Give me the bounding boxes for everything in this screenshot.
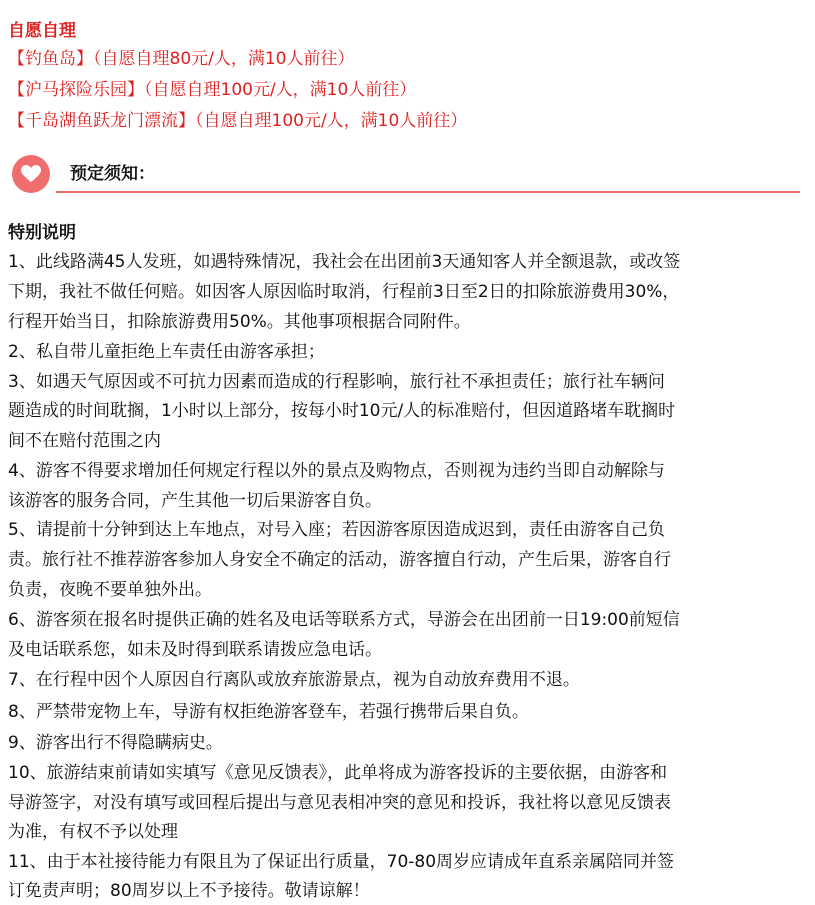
optional-item-adventure-park: 【沪马探险乐园】（自愿自理100元/人，满10人前往） bbox=[8, 80, 417, 100]
note-line: 下期，我社不做任何赔。如因客人原因临时取消，行程前3日至2日的扣除旅游费用30%， bbox=[8, 282, 680, 302]
booking-notice-title: 预定须知： bbox=[70, 164, 155, 184]
note-line: 3、如遇天气原因或不可抗力因素而造成的行程影响，旅行社不承担责任；旅行社车辆问 bbox=[8, 372, 665, 392]
special-notes-title: 特别说明 bbox=[8, 223, 76, 243]
note-line: 1、此线路满45人发班，如遇特殊情况，我社会在出团前3天通知客人并全额退款，或改签 bbox=[8, 252, 681, 272]
note-line: 行程开始当日，扣除旅游费用50%。其他事项根据合同附件。 bbox=[8, 312, 471, 332]
note-line: 8、严禁带宠物上车，导游有权拒绝游客登车，若强行携带后果自负。 bbox=[8, 702, 529, 722]
note-line: 该游客的服务合同，产生其他一切后果游客自负。 bbox=[8, 491, 382, 511]
notice-divider bbox=[56, 191, 800, 193]
note-line: 7、在行程中因个人原因自行离队或放弃旅游景点，视为自动放弃费用不退。 bbox=[8, 670, 580, 690]
optional-title: 自愿自理 bbox=[8, 21, 76, 41]
note-line: 2、私自带儿童拒绝上车责任由游客承担； bbox=[8, 342, 325, 362]
note-line: 5、请提前十分钟到达上车地点，对号入座；若因游客原因造成迟到，责任由游客自己负 bbox=[8, 520, 665, 540]
note-line: 9、游客出行不得隐瞒病史。 bbox=[8, 733, 223, 753]
note-line: 4、游客不得要求增加任何规定行程以外的景点及购物点，否则视为违约当即自动解除与 bbox=[8, 461, 665, 481]
note-line: 题造成的时间耽搁，1小时以上部分，按每小时10元/人的标准赔付，但因道路堵车耽搁时 bbox=[8, 401, 676, 421]
note-line: 6、游客须在报名时提供正确的姓名及电话等联系方式，导游会在出团前一日19:00前短信 bbox=[8, 610, 680, 630]
booking-notice-header bbox=[12, 155, 796, 193]
note-line: 导游签字，对没有填写或回程后提出与意见表相冲突的意见和投诉，我社将以意见反馈表 bbox=[8, 793, 671, 813]
note-line: 10、旅游结束前请如实填写《意见反馈表》，此单将成为游客投诉的主要依据，由游客和 bbox=[8, 763, 668, 783]
note-line: 责。旅行社不推荐游客参加人身安全不确定的活动，游客擅自行动，产生后果，游客自行 bbox=[8, 550, 671, 570]
optional-item-rafting: 【千岛湖鱼跃龙门漂流】（自愿自理100元/人，满10人前往） bbox=[8, 111, 468, 131]
note-line: 为准，有权不予以处理 bbox=[8, 822, 178, 842]
note-line: 11、由于本社接待能力有限且为了保证出行质量，70-80周岁应请成年直系亲属陪同并签 bbox=[8, 852, 675, 872]
note-line: 间不在赔付范围之内 bbox=[8, 431, 161, 451]
note-line: 负责，夜晚不要单独外出。 bbox=[8, 580, 212, 600]
note-line: 及电话联系您，如未及时得到联系请拨应急电话。 bbox=[8, 640, 382, 660]
note-line: 订免责声明；80周岁以上不予接待。敬请谅解！ bbox=[8, 881, 370, 901]
heart-icon bbox=[12, 155, 50, 193]
optional-item-fishing-island: 【钓鱼岛】（自愿自理80元/人，满10人前往） bbox=[8, 49, 355, 69]
